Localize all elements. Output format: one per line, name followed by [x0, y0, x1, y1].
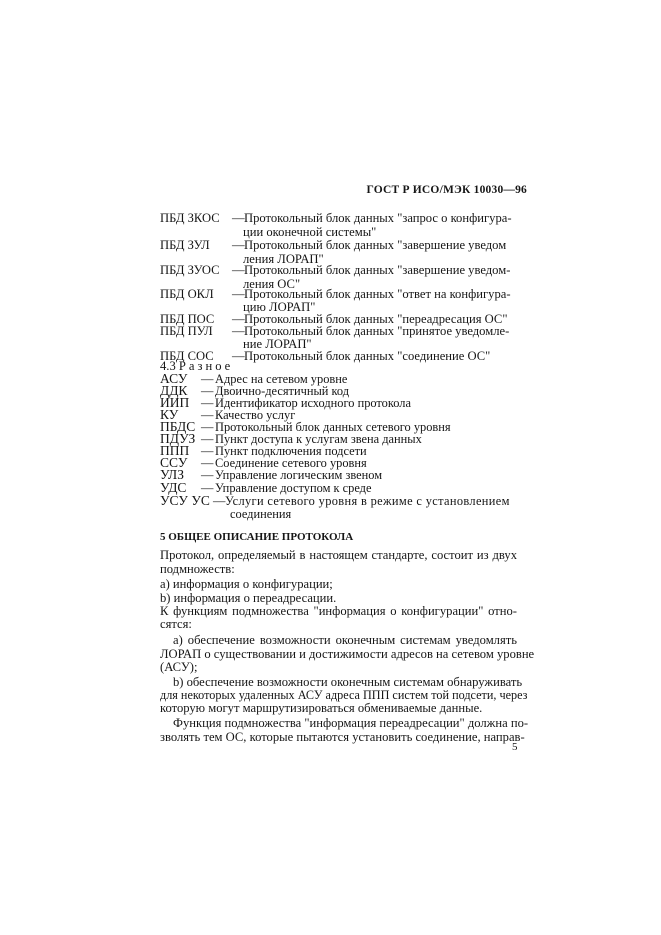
dash: — [201, 444, 214, 458]
abbr-desc: Протокольный блок данных "принятое уведомле- [244, 324, 510, 338]
list-item-b: b) информация о переадресации. [160, 591, 337, 605]
abbr-desc: Протокольный блок данных "переадресация ОС" [244, 312, 508, 326]
abbr-desc: Двоично-десятичный код [215, 384, 350, 398]
abbr-term: ПБД ОКЛ [160, 287, 214, 301]
dash: — [232, 238, 245, 252]
abbr-term: ПБД ЗУЛ [160, 238, 210, 252]
abbr-term: УЛЗ [160, 467, 184, 482]
abbr-desc: Протокольный блок данных "соединение ОС" [244, 349, 491, 363]
abbr-desc: Управление доступом к среде [215, 481, 372, 495]
abbr-row [160, 468, 382, 482]
abbr-term: ИИП [160, 395, 190, 410]
body-line: которую могут маршрутизироваться обмениваемые данные. [160, 701, 483, 715]
abbr-desc-cont: ции оконечной системы" [243, 225, 377, 239]
page-number: 5 [512, 741, 518, 753]
body-line: для некоторых удаленных АСУ адреса ППП систем той подсети, через [160, 688, 528, 702]
abbr-desc-cont: цию ЛОРАП" [243, 300, 316, 314]
abbr-desc-cont: ления ЛОРАП" [243, 252, 324, 266]
dash: — [232, 211, 245, 225]
dash: — [201, 396, 214, 410]
body-line: ЛОРАП о существовании и достижимости адресов на сетевом уровне [160, 647, 535, 661]
abbr-desc: Протокольный блок данных "запрос о конфигура- [244, 211, 512, 225]
abbr-term: ПБДС [160, 419, 196, 434]
abbr-term: ППП [160, 443, 190, 458]
dash: — [232, 312, 245, 326]
abbr-term: ПБД ЗКОС [160, 211, 220, 225]
body-line: зволять тем ОС, которые пытаются установить соединение, направ- [160, 730, 525, 744]
dash: — [201, 372, 214, 386]
abbr-term: УСУ УС [160, 493, 210, 508]
abbr-row [160, 238, 506, 252]
body-line: (АСУ); [160, 660, 198, 674]
dash: — [232, 324, 245, 338]
body-line: сятся: [160, 617, 192, 631]
abbr-term: ПБД ПУЛ [160, 324, 213, 338]
abbr-term: КУ [160, 407, 179, 422]
dash: — [213, 494, 226, 508]
abbr-row [160, 324, 509, 338]
body-line: подмножеств: [160, 562, 235, 576]
page-header: ГОСТ Р ИСО/МЭК 10030—96 [366, 184, 527, 196]
abbr-desc-cont: ние ЛОРАП" [243, 337, 312, 351]
abbr-desc: Пункт подключения подсети [215, 444, 367, 458]
abbr-desc: Соединение сетевого уровня [215, 456, 367, 470]
body-line: Функция подмножества "информация переадресации" должна по- [173, 716, 529, 730]
list-item-a: а) информация о конфигурации; [160, 577, 333, 591]
abbr-term: ДДК [160, 383, 188, 398]
body-line: а) обеспечение возможности оконечным системам уведомлять [173, 633, 517, 647]
abbr-desc: Протокольный блок данных сетевого уровня [215, 420, 451, 434]
dash: — [201, 468, 214, 482]
abbr-term: ПБД СОС [160, 349, 214, 363]
abbr-desc: Пункт доступа к услугам звена данных [215, 432, 422, 446]
abbr-desc: Протокольный блок данных "завершение уведом- [244, 263, 511, 277]
abbr-term: ПДУЗ [160, 431, 196, 446]
abbr-term: ПБД ПОС [160, 312, 215, 326]
abbr-row [160, 263, 510, 277]
dash: — [201, 432, 214, 446]
abbr-desc: Протокольный блок данных "завершение уведом [244, 238, 507, 252]
abbr-desc: Идентификатор исходного протокола [215, 396, 411, 410]
abbr-term: АСУ [160, 371, 188, 386]
abbr-row [160, 494, 518, 508]
dash: — [201, 456, 214, 470]
dash: — [201, 481, 214, 495]
abbr-desc: Качество услуг [215, 408, 296, 422]
dash: — [232, 349, 245, 363]
body-line: b) обеспечение возможности оконечным системам обнаруживать [173, 675, 523, 689]
abbr-row [160, 287, 511, 301]
dash: — [232, 263, 245, 277]
abbr-desc: Услуги сетевого уровня в режиме с установлением [225, 494, 510, 508]
section-5-title: 5 ОБЩЕЕ ОПИСАНИЕ ПРОТОКОЛА [160, 531, 354, 543]
dash: — [201, 420, 214, 434]
dash: — [232, 287, 245, 301]
abbr-desc: Управление логическим звеном [215, 468, 383, 482]
abbr-term: ПБД ЗУОС [160, 263, 220, 277]
dash: — [201, 408, 214, 422]
abbr-term: ССУ [160, 455, 188, 470]
body-line: К функциям подмножества "информация о конфигурации" отно- [160, 604, 517, 618]
abbr-term: УДС [160, 480, 187, 495]
section-number: 4.3 [160, 359, 176, 373]
abbr-row [160, 211, 512, 225]
body-line: Протокол, определяемый в настоящем стандарте, состоит из двух [160, 548, 517, 562]
dash: — [201, 384, 214, 398]
abbr-desc: Протокольный блок данных "ответ на конфигура- [244, 287, 511, 301]
abbr-desc-cont: ления ОС" [243, 277, 301, 291]
abbr-desc: Адрес на сетевом уровне [215, 372, 348, 386]
abbr-desc-cont: соединения [230, 507, 292, 521]
section-title: Разное [178, 359, 234, 373]
